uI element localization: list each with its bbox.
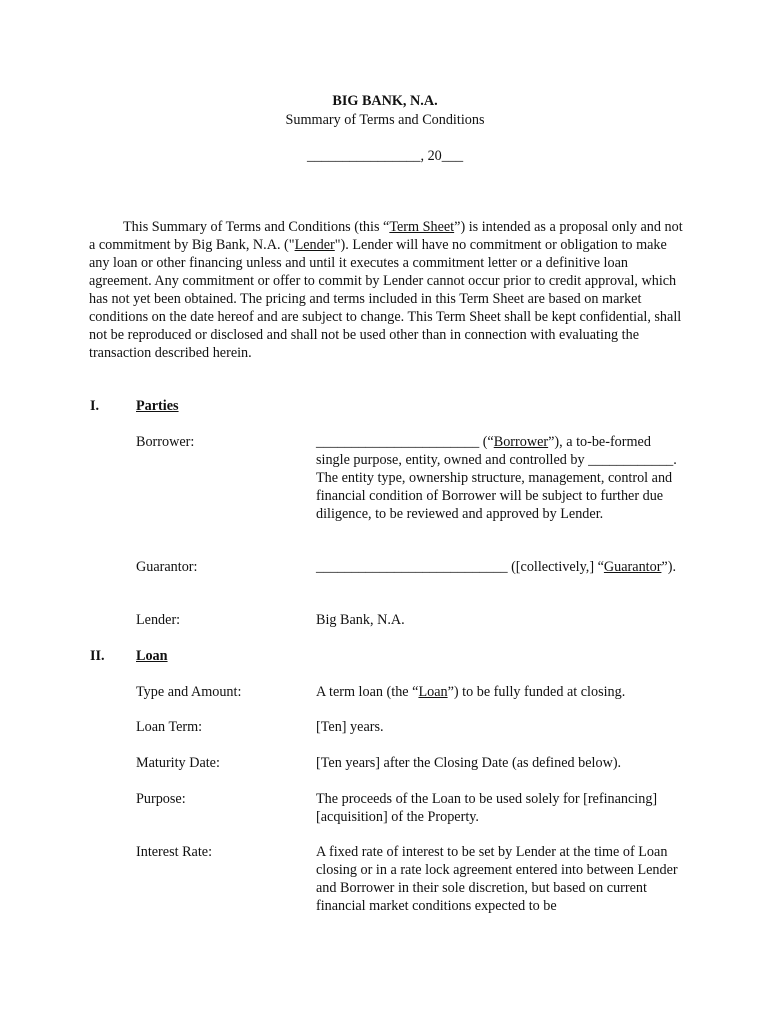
date-line: ________________, 20___	[306, 148, 464, 164]
bank-name: BIG BANK, N.A.	[332, 93, 438, 109]
guarantor-value	[316, 558, 688, 576]
type-amount-value	[316, 683, 688, 701]
section-title-parties: Parties	[136, 398, 179, 414]
lender-label: Lender:	[136, 612, 181, 628]
guarantor-defined-term: Guarantor	[603, 559, 662, 575]
intro-text-1: This Summary of Terms and Conditions (this “	[123, 219, 390, 235]
borrower-blank: _______________________	[316, 434, 480, 450]
guarantor-label: Guarantor:	[136, 559, 198, 575]
type-amount-text-post: ”) to be fully funded at closing.	[447, 684, 626, 700]
section-title-loan: Loan	[136, 648, 168, 664]
guarantor-text-post: ”).	[661, 559, 676, 575]
borrower-value	[316, 433, 688, 523]
document-subtitle: Summary of Terms and Conditions	[285, 112, 485, 128]
loan-defined-term: Loan	[418, 684, 448, 700]
borrower-label: Borrower:	[136, 434, 195, 450]
purpose-value: The proceeds of the Loan to be used solely for [refinancing] [acquisition] of the Property.	[316, 791, 658, 825]
lender-value: Big Bank, N.A.	[316, 612, 405, 628]
intro-text-3: "). Lender will have no commitment or obligation to make any loan or other financing unless and until it executes a commitment letter or a definitive loan agreement. Any commitment or offer to commit by Lender cannot occur prior to credit approval, which has not yet been obtained. The pricing and terms included in this Term Sheet are based on market conditions on the date hereof and are subject to change. This Term Sheet shall be kept confidential, shall not be reproduced or disclosed and shall not be used other than in connection with evaluating the transaction described herein.	[89, 237, 682, 361]
borrower-defined-term: Borrower	[493, 434, 549, 450]
type-amount-text-pre: A term loan (the “	[316, 684, 419, 700]
interest-rate-label: Interest Rate:	[136, 844, 213, 860]
type-amount-label: Type and Amount:	[136, 684, 242, 700]
section-number-loan: II.	[90, 648, 105, 664]
loan-term-label: Loan Term:	[136, 719, 203, 735]
borrower-text-pre: (“	[479, 434, 494, 450]
intro-text-2: ”) is intended as a proposal only and not a commitment by Big Bank, N.A. ("	[89, 219, 683, 253]
maturity-date-value: [Ten years] after the Closing Date (as defined below).	[316, 755, 622, 771]
lender-defined-term: Lender	[294, 237, 335, 253]
borrower-text-post: ”), a to-be-formed single purpose, entity, owned and controlled by ____________. The entity type, ownership structure, management, control and financial condition of Borrower will be subject to further due diligence, to be reviewed and approved by Lender.	[316, 434, 677, 522]
intro-paragraph	[89, 218, 689, 362]
maturity-date-label: Maturity Date:	[136, 755, 220, 771]
guarantor-blank: ___________________________	[316, 559, 508, 575]
loan-term-value: [Ten] years.	[316, 719, 384, 735]
guarantor-text-mid: ([collectively,] “	[507, 559, 604, 575]
term-sheet-defined-term: Term Sheet	[389, 219, 455, 235]
interest-rate-value: A fixed rate of interest to be set by Lender at the time of Loan closing or in a rate lock agreement entered into between Lender and Borrower in their sole discretion, but based on current financial market conditions expected to be	[316, 844, 678, 914]
section-number-parties: I.	[90, 398, 100, 414]
purpose-label: Purpose:	[136, 791, 186, 807]
